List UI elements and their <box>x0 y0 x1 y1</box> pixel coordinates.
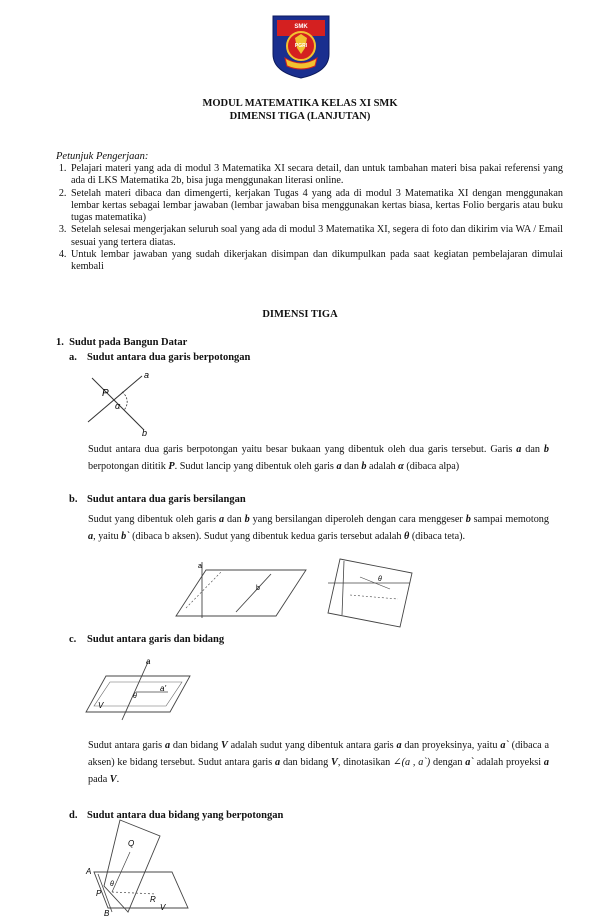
text: berpotongan dititik <box>88 461 169 472</box>
figure-intersecting-lines <box>82 368 162 438</box>
var: a <box>219 514 225 525</box>
text: (dibaca teta). <box>409 531 466 542</box>
text: dan bidang <box>280 757 332 768</box>
fig-label-V: V <box>160 903 166 912</box>
text: dengan <box>430 757 466 768</box>
paragraph-a <box>88 441 549 475</box>
var: b <box>244 514 250 525</box>
school-logo <box>271 14 331 80</box>
var: a <box>275 757 281 768</box>
text: dan <box>521 444 544 455</box>
var: V <box>109 774 117 785</box>
paragraph-b <box>88 511 549 545</box>
fig-label-b: b <box>256 585 260 592</box>
var: a <box>88 531 94 542</box>
angle-notation: ∠(a , a`) <box>393 757 431 768</box>
text: Sudut antara garis <box>88 740 165 751</box>
fig-label-theta: θ <box>378 576 382 583</box>
instructions-list <box>56 163 563 274</box>
fig-label-a-prime: a' <box>160 684 166 693</box>
var: P <box>168 461 175 472</box>
var: a` <box>465 757 474 768</box>
fig-label-V: V <box>98 701 104 710</box>
text: (dibaca alpa) <box>403 461 460 472</box>
fig-label-R: R <box>150 895 156 904</box>
fig-label-a: a <box>146 657 151 666</box>
text: adalah sudut yang dibentuk antara garis <box>227 740 397 751</box>
paragraph-c <box>88 737 549 788</box>
module-subtitle: DIMENSI TIGA (LANJUTAN) <box>229 111 371 122</box>
text: , yaitu <box>93 531 122 542</box>
text: dan bidang <box>170 740 222 751</box>
text: adalah proyeksi <box>473 757 544 768</box>
text: , dinotasikan <box>337 757 394 768</box>
text: . Sudut lancip yang dibentuk oleh garis <box>174 461 337 472</box>
subsection-a-heading <box>69 352 250 363</box>
subsection-label: c. <box>69 634 77 645</box>
var: α <box>398 461 404 472</box>
text: dan <box>341 461 362 472</box>
subsection-title: Sudut antara dua garis berpotongan <box>87 352 251 363</box>
module-title: MODUL MATEMATIKA KELAS XI SMK <box>202 98 398 109</box>
subsection-label: a. <box>69 352 77 363</box>
subsection-b-heading <box>69 494 246 505</box>
fig-label-Q: Q <box>128 839 135 848</box>
fig-label-B: B <box>104 909 110 918</box>
section-title: DIMENSI TIGA <box>262 309 338 320</box>
var: b <box>543 444 549 455</box>
figure-intersecting-planes <box>84 816 194 916</box>
text: . <box>116 774 120 785</box>
subsection-c-heading <box>69 634 224 645</box>
var: a` <box>500 740 509 751</box>
var: V <box>221 740 228 751</box>
var: a <box>164 740 171 751</box>
var: a <box>396 740 402 751</box>
fig-label-theta: θ <box>133 693 137 700</box>
text: Sudut yang dibentuk oleh garis <box>88 514 220 525</box>
instruction-item: 3. Setelah selesai mengerjakan seluruh soal yang ada di modul 3 Matematika XI, segera di foto dan dikirim via WA / Email sesuai yang tertera diatas. <box>69 224 563 249</box>
instruction-item: 4. Untuk lembar jawaban yang sudah dikerjakan disimpan dan dikumpulkan pada saat kegiatan pembelajaran dimulai kembali <box>69 249 563 274</box>
text: yang bersilangan diperoleh dengan cara menggeser <box>249 514 466 525</box>
fig-label-A: A <box>86 867 92 876</box>
var: θ <box>404 531 410 542</box>
var: a <box>543 757 550 768</box>
text: (dibaca b aksen). Sudut yang dibentuk kedua garis tersebut adalah <box>129 531 405 542</box>
var: b` <box>121 531 130 542</box>
fig-label-b: b <box>142 428 148 438</box>
logo-text-middle: PGRI <box>294 43 308 49</box>
text: (dibaca a aksen) ke bidang tersebut. Sudut antara garis <box>88 740 550 768</box>
text: dan proyeksinya, yaitu <box>401 740 501 751</box>
fig-label-P: P <box>102 388 109 399</box>
fig-label-a: a <box>144 370 150 380</box>
text: adalah <box>366 461 399 472</box>
var: a <box>336 461 342 472</box>
fig-label-a: a <box>198 563 202 570</box>
text: pada <box>88 774 110 785</box>
text: dan <box>224 514 245 525</box>
text: sampai memotong <box>470 514 549 525</box>
subsection-label: d. <box>69 810 78 821</box>
instructions-heading: Petunjuk Pengerjaan: <box>56 151 149 162</box>
var: b <box>465 514 471 525</box>
subsection-title: Sudut antara garis dan bidang <box>87 634 225 645</box>
var: a <box>516 444 522 455</box>
var: V <box>331 757 338 768</box>
section-heading: 1. Sudut pada Bangun Datar <box>56 337 188 348</box>
subsection-title: Sudut antara dua bidang yang berpotongan <box>87 810 284 821</box>
instruction-item: 2. Setelah materi dibaca dan dimengerti, kerjakan Tugas 4 yang ada di modul 3 Matematika XI dengan menggunakan lembar kertas sebagai lembar jawaban (lembar jawaban bisa menggunakan kertas biasa, kertas Folio bergaris atau buku tugas matematika) <box>69 188 563 225</box>
text: Sudut antara dua garis berpotongan yaitu besar bukaan yang dibentuk oleh dua garis tersebut. Garis <box>88 444 517 455</box>
figure-skew-lines-cube <box>320 555 415 630</box>
fig-label-theta: θ <box>110 881 114 888</box>
var: b <box>361 461 367 472</box>
fig-label-P: P <box>96 889 102 898</box>
subsection-title: Sudut antara dua garis bersilangan <box>87 494 246 505</box>
figure-skew-lines-plane <box>176 560 311 620</box>
logo-text-top: SMK <box>294 24 308 30</box>
fig-label-alpha: α <box>115 401 121 411</box>
subsection-label: b. <box>69 494 78 505</box>
figure-line-plane <box>86 654 196 720</box>
instruction-item: 1. Pelajari materi yang ada di modul 3 Matematika XI secara detail, dan untuk tambahan materi bisa pakai referensi yang ada di LKS Matematika 2b, bisa juga menggunakan literasi online. <box>69 163 563 188</box>
